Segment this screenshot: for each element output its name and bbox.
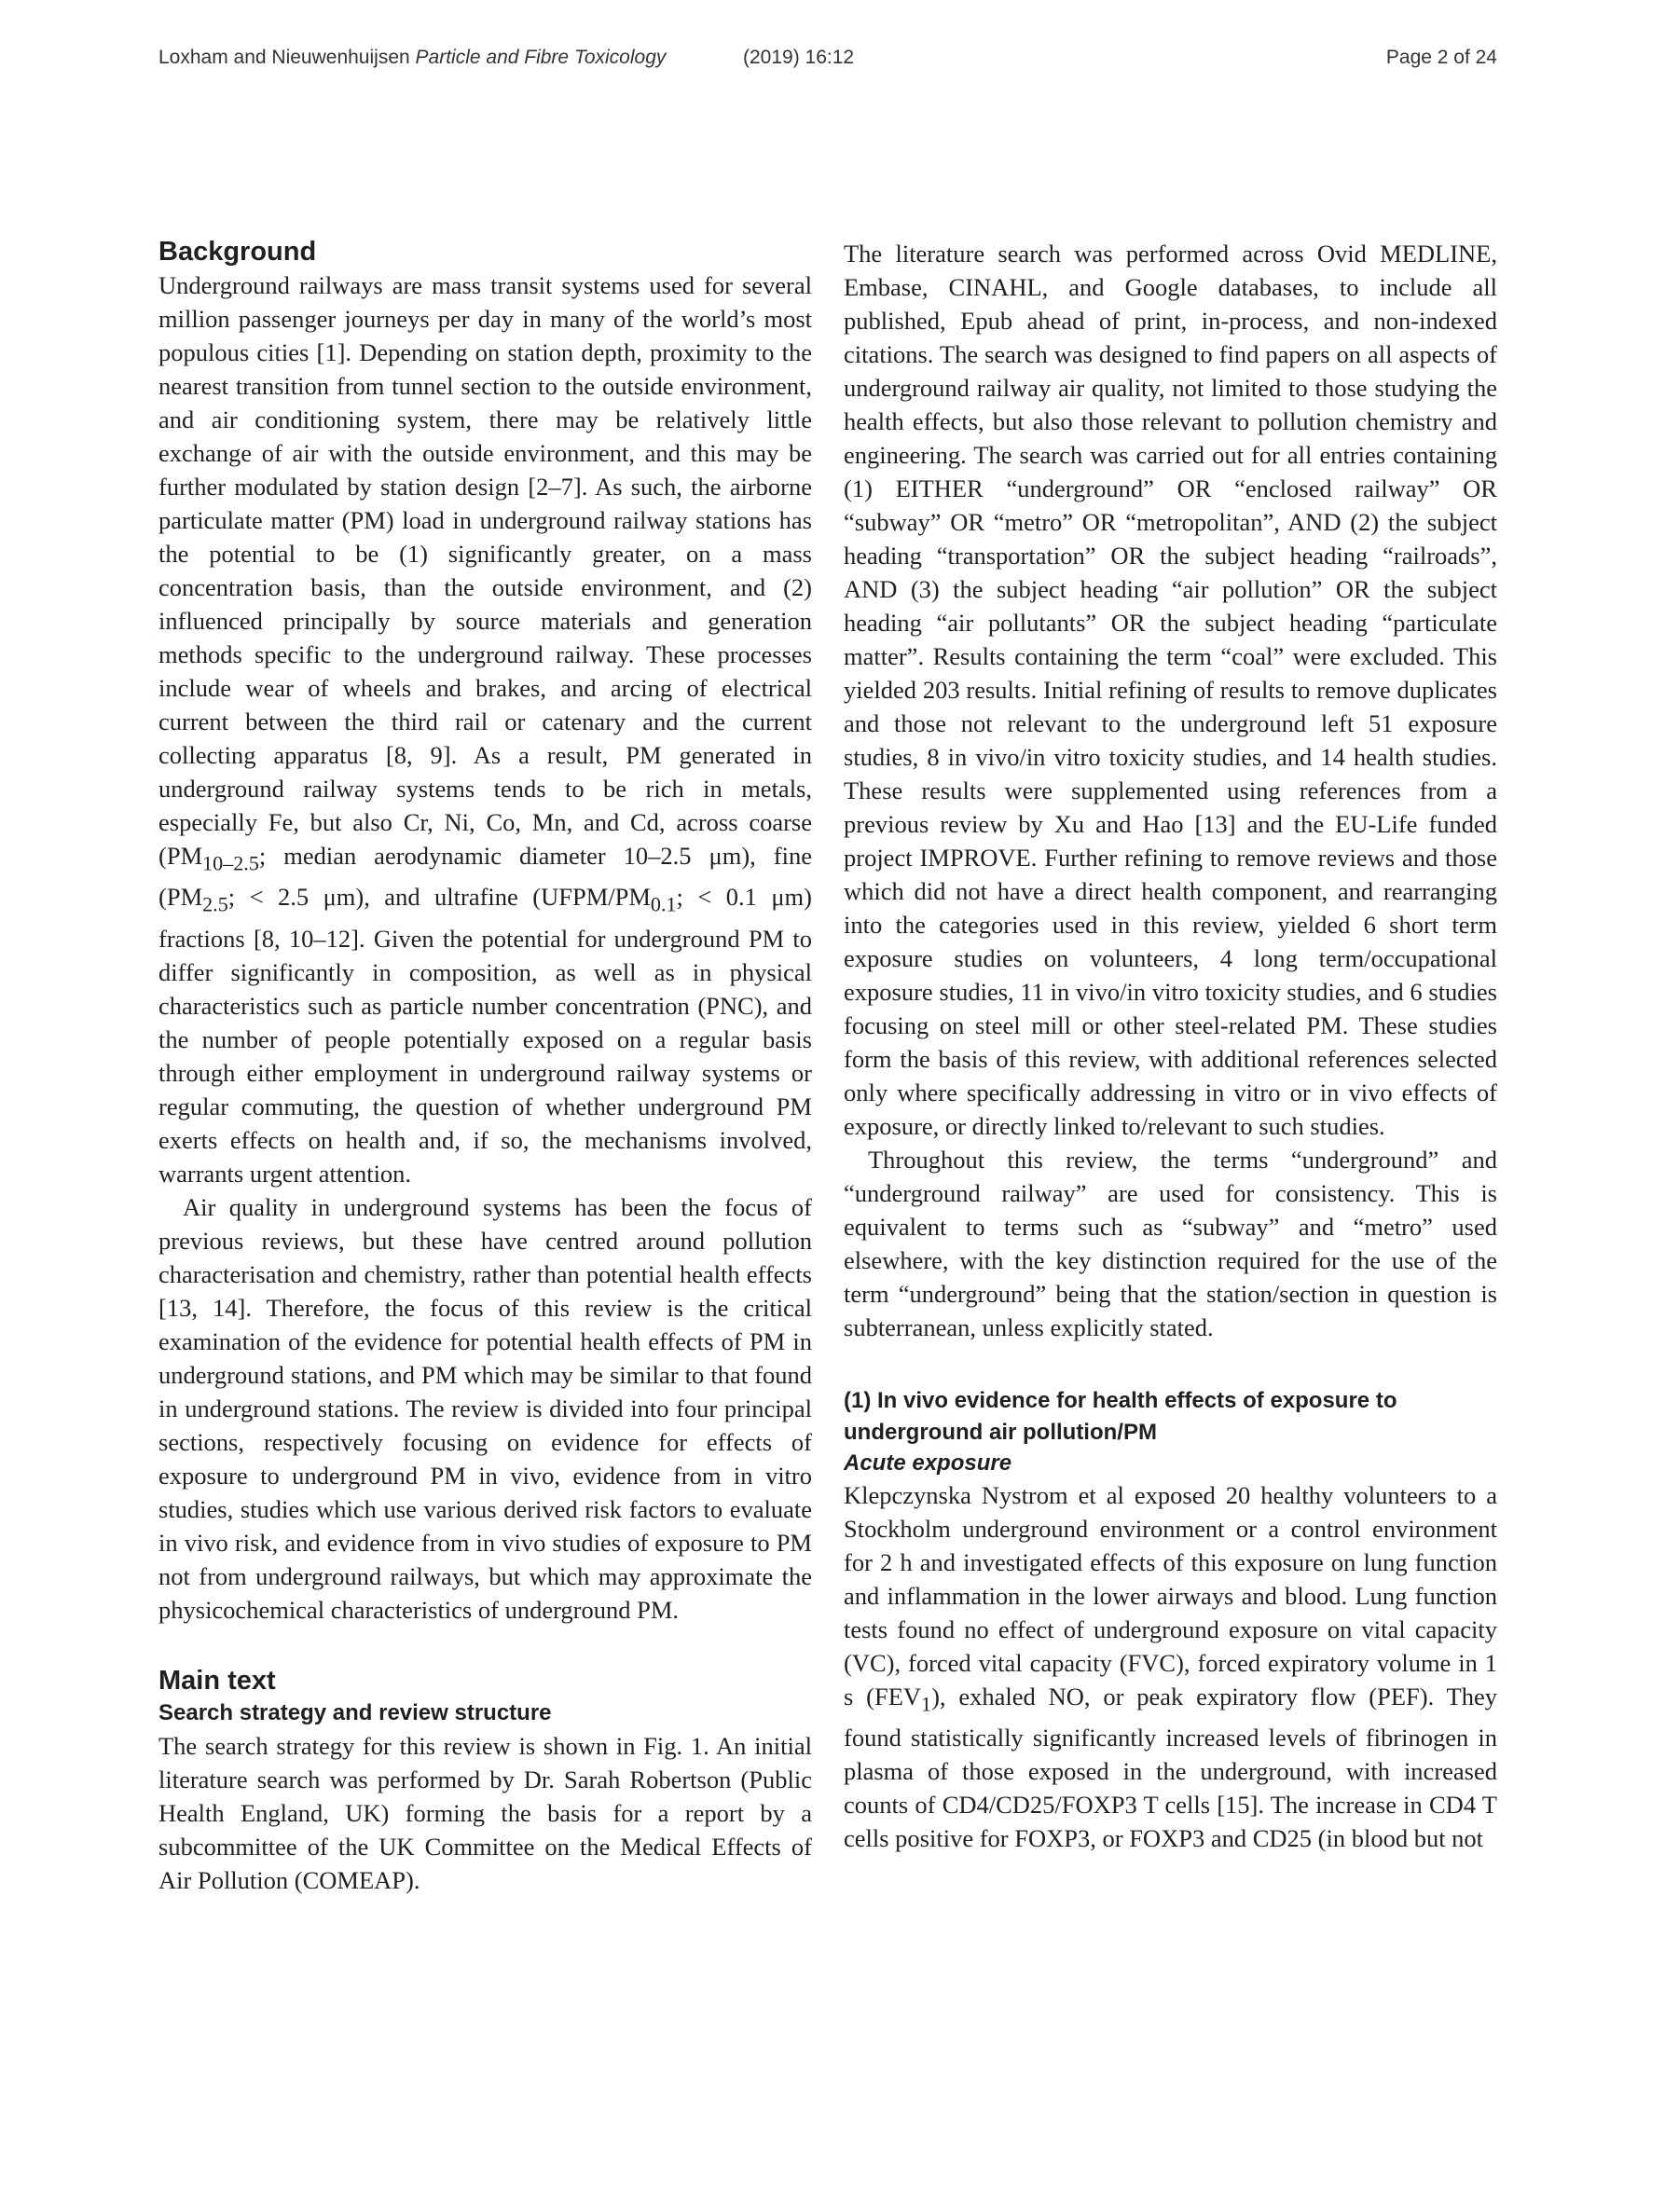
acute-exposure-paragraph-1 [844, 1478, 1497, 1855]
background-p1-text-c: ; < 2.5 μm), and ultrafine (UFPM/PM [227, 883, 651, 912]
subscript-pm10-2-5: 10–2.5 [202, 851, 259, 875]
search-strategy-paragraph-2: The literature search was performed across Ovid MEDLINE, Embase, CINAHL, and Google databases, to include all published, Epub ahead of print, in-process, and non-indexed citations. The search was designed to find papers on all aspects of underground railway air quality, not limited to those studying the health effects, but also those relevant to pollution chemistry and engineering. The search was carried out for all entries containing (1) EITHER “underground” OR “enclosed railway” OR “subway” OR “metro” OR “metropolitan”, AND (2) the subject heading “transportation” OR the subject heading “railroads”, AND (3) the subject heading “air pollution” OR the subject heading “air pollutants” OR the subject heading “particulate matter”. Results containing the term “coal” were excluded. This yielded 203 results. Initial refining of results to remove duplicates and those not relevant to the underground left 51 exposure studies, 8 in vivo/in vitro toxicity studies, and 14 health studies. These results were supplemented using references from a previous review by Xu and Hao [13] and the EU-Life funded project IMPROVE. Further refining to remove reviews and those which did not have a direct health component, and rearranging into the categories used in this review, yielded 6 short term exposure studies on volunteers, 4 long term/occupational exposure studies, 11 in vivo/in vitro toxicity studies, and 6 studies focusing on steel mill or other steel-related PM. These studies form the basis of this review, with additional references selected only where specifically addressing in vitro or in vivo effects of exposure, or directly linked to/relevant to such studies. [844, 240, 1497, 1140]
background-p1-text-b: ; median aerodynamic diameter 10–2.5 μm), fine (PM [158, 842, 812, 912]
section-1-heading: (1) In vivo evidence for health effects of exposure to underground air pollution/PM [844, 1388, 1397, 1445]
background-heading: Background [158, 237, 317, 267]
background-paragraph-2: Air quality in underground systems has been the focus of previous reviews, but these have centred around pollution characterisation and chemistry, rather than potential health effects [13, 14]. Therefore, the focus of this review is the critical examination of the evidence for potential health effects of PM in underground stations, and PM which may be similar to that found in underground stations. The review is divided into four principal sections, respectively focusing on evidence for effects of exposure to underground PM in vivo, evidence from in vitro studies, studies which use various derived risk factors to evaluate in vivo risk, and evidence from in vivo studies of exposure to PM not from underground railways, but which may approximate the physicochemical characteristics of underground PM. [158, 1192, 812, 1624]
running-head-journal: Particle and Fibre Toxicology [415, 47, 667, 68]
search-strategy-paragraph-3: Throughout this review, the terms “underground” and “underground railway” are used for consistency. This is equivalent to terms such as “subway” and “metro” used elsewhere, with the key distinction required for the use of the term “underground” being that the station/section in question is subterranean, unless explicitly stated. [844, 1146, 1497, 1341]
left-column [158, 235, 812, 1897]
right-column [844, 237, 1497, 1855]
subscript-pm2-5: 2.5 [202, 892, 228, 916]
running-head-page-number: Page 2 of 24 [1385, 47, 1497, 68]
running-head-authors: Loxham and Nieuwenhuijsen [158, 47, 410, 68]
search-strategy-heading: Search strategy and review structure [158, 1699, 552, 1725]
acute-exposure-heading: Acute exposure [844, 1450, 1012, 1476]
background-p1-text-d: ; < 0.1 μm) fractions [8, 10–12]. Given the potential for underground PM to differ significantly in composition, as well as in physical characteristics such as particle number concentration (PNC), and the number of people potentially exposed on a regular basis through either employment in underground railway systems or regular commuting, the question of whether underground PM exerts effects on health and, if so, the mechanisms involved, warrants urgent attention. [158, 883, 812, 1188]
subscript-pm0-1: 0.1 [650, 892, 677, 916]
acute-p1-text-b: ), exhaled NO, or peak expiratory flow (PEF). They found statistically significantly increased levels of fibrinogen in plasma of those exposed in the underground, with increased counts of CD4/CD25/FOXP3 T cells [15]. The increase in CD4 T cells positive for FOXP3, or FOXP3 and CD25 (in blood but not [844, 1683, 1498, 1853]
running-head-citation [158, 47, 666, 69]
running-head [158, 47, 1497, 84]
running-head-year-volume: (2019) 16:12 [743, 47, 855, 68]
search-strategy-paragraph-1: The search strategy for this review is shown in Fig. 1. An initial literature search was performed by Dr. Sarah Robertson (Public Health England, UK) forming the basis for a report by a subcommittee of the UK Committee on the Medical Effects of Air Pollution (COMEAP). [158, 1731, 812, 1894]
acute-p1-text-a: Klepczynska Nystrom et al exposed 20 healthy volunteers to a Stockholm underground environment or a control environment for 2 h and investigated effects of this exposure on lung function and inflammation in the lower airways and blood. Lung function tests found no effect of underground exposure on vital capacity (VC), forced vital capacity (FVC), forced expiratory volume in 1 s (FEV [844, 1481, 1497, 1711]
main-text-heading: Main text [158, 1665, 276, 1696]
background-p1-text-a: Underground railways are mass transit systems used for several million passenger journeys per day in many of the world’s most populous cities [1]. Depending on station depth, proximity to the nearest transition from tunnel section to the outside environment, and air conditioning system, there may be relatively little exchange of air with the outside environment, and this may be further modulated by station design [2–7]. As such, the airborne particulate matter (PM) load in underground railway stations has the potential to be (1) significantly greater, on a mass concentration basis, than the outside environment, and (2) influenced principally by source materials and generation methods specific to the underground railway. These processes include wear of wheels and brakes, and arcing of electrical current between the third rail or catenary and the current collecting apparatus [8, 9]. As a result, PM generated in underground railway systems tends to be rich in metals, especially Fe, but also Cr, Ni, Co, Mn, and Cd, across coarse (PM [158, 271, 812, 870]
subscript-fev1: 1 [921, 1692, 932, 1716]
background-paragraph-1 [158, 268, 812, 1190]
